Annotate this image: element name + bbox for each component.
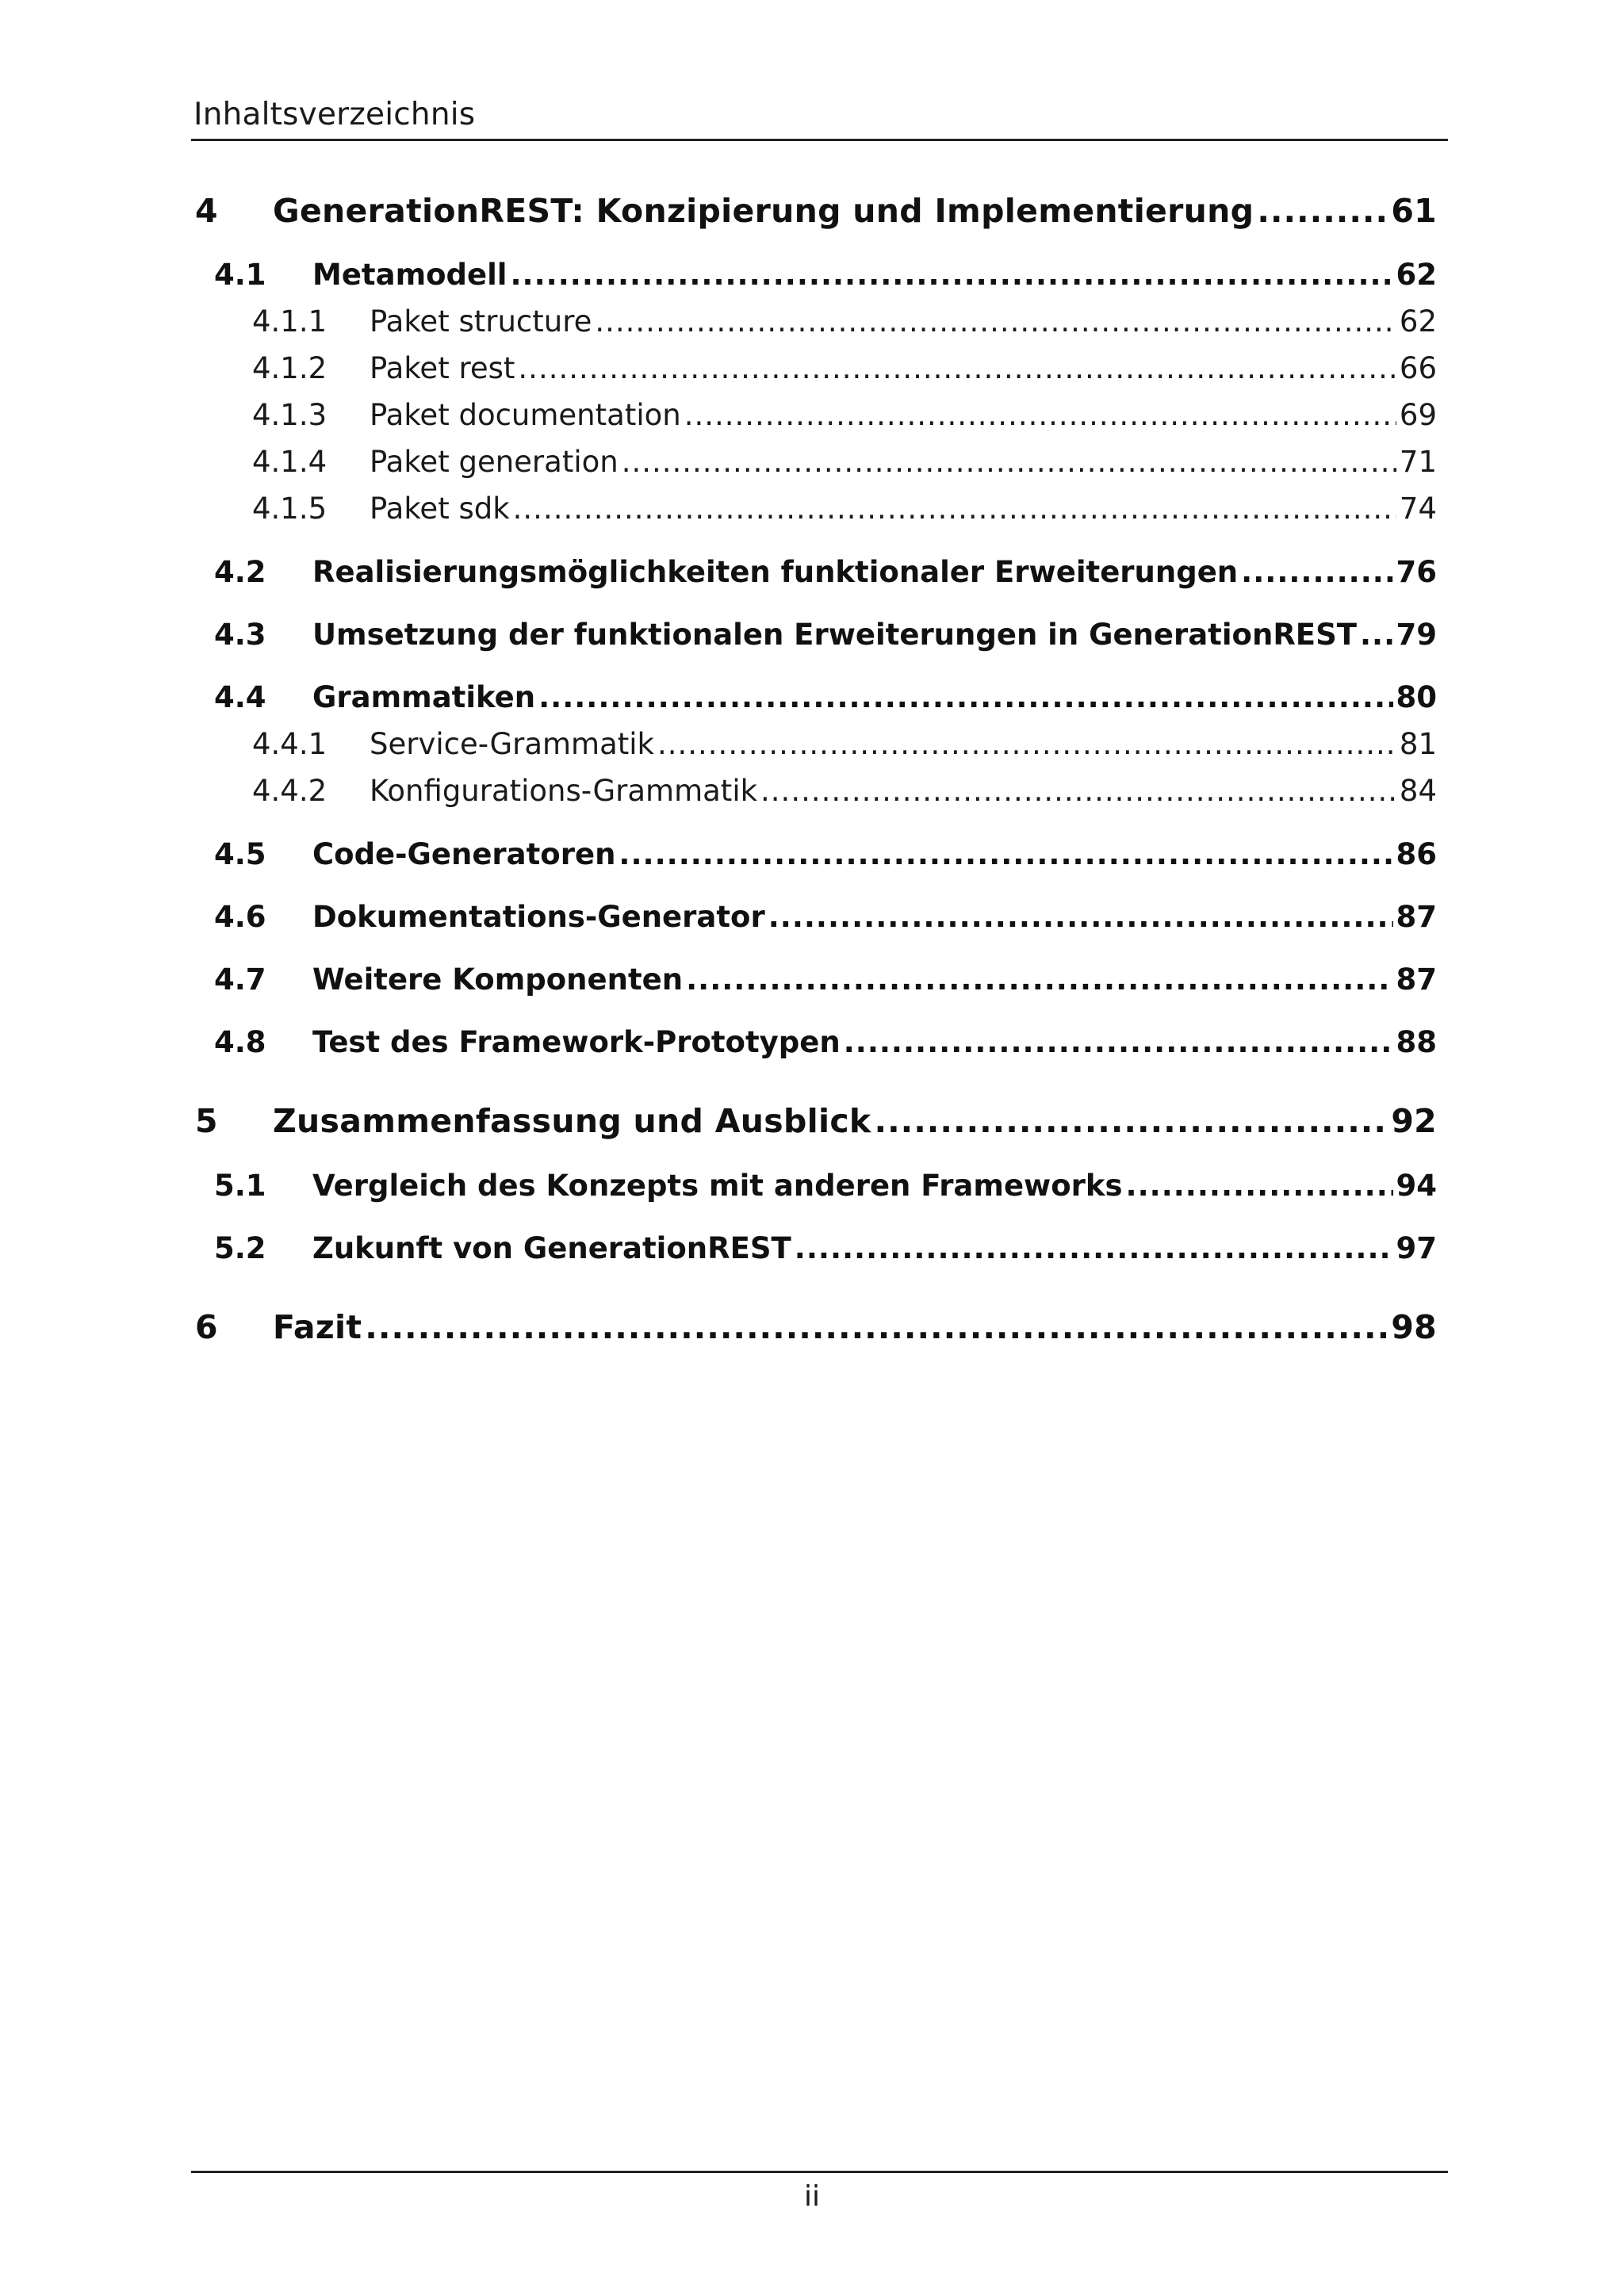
toc-entry-number: 4.4 xyxy=(214,680,266,714)
toc-entry-page: 66 xyxy=(1399,351,1437,385)
toc-entry-title: Weitere Komponenten xyxy=(312,962,684,997)
toc-entry-page: 87 xyxy=(1396,962,1437,997)
dot-leader xyxy=(622,445,1396,479)
dot-leader xyxy=(1241,555,1392,589)
toc-entry-page: 74 xyxy=(1399,492,1437,526)
toc-entry-subsection-4-1-3[interactable] xyxy=(0,398,1624,446)
toc-entry-section-4-7[interactable] xyxy=(0,962,1624,1010)
toc-entry-number: 4.7 xyxy=(214,962,266,997)
toc-entry-section-4-1[interactable] xyxy=(0,258,1624,305)
dot-leader xyxy=(538,680,1392,714)
toc-entry-subsection-4-1-2[interactable] xyxy=(0,351,1624,399)
toc-entry-page: 62 xyxy=(1399,304,1437,339)
toc-entry-subsection-4-1-5[interactable] xyxy=(0,492,1624,539)
toc-entry-number: 4.1.5 xyxy=(252,492,327,526)
toc-entry-number: 5.2 xyxy=(214,1231,266,1265)
toc-entry-number: 4.4.1 xyxy=(252,727,327,761)
toc-entry-title: Fazit xyxy=(273,1308,362,1346)
toc-entry-number: 5.1 xyxy=(214,1169,266,1203)
toc-entry-number: 4.4.2 xyxy=(252,774,327,808)
toc-entry-page: 62 xyxy=(1396,258,1437,292)
toc-entry-title: Vergleich des Konzepts mit anderen Frameworks xyxy=(312,1169,1123,1203)
toc-entry-number: 4.1.1 xyxy=(252,304,327,339)
toc-entry-chapter-6[interactable] xyxy=(0,1308,1624,1356)
dot-leader xyxy=(365,1308,1388,1346)
toc-entry-section-5-2[interactable] xyxy=(0,1231,1624,1279)
toc-entry-number: 4.6 xyxy=(214,900,266,934)
toc-entry-section-4-8[interactable] xyxy=(0,1025,1624,1073)
toc-entry-title: Zusammenfassung und Ausblick xyxy=(273,1102,871,1140)
toc-entry-number: 4.1.2 xyxy=(252,351,327,385)
header-rule xyxy=(191,139,1448,141)
toc-entry-section-4-6[interactable] xyxy=(0,900,1624,947)
toc-entry-chapter-4[interactable] xyxy=(0,192,1624,239)
toc-entry-page: 61 xyxy=(1391,192,1437,230)
dot-leader xyxy=(875,1102,1388,1140)
toc-entry-title: Konfigurations-Grammatik xyxy=(370,774,758,808)
toc-entry-number: 4 xyxy=(195,192,218,230)
toc-entry-section-4-3[interactable] xyxy=(0,618,1624,665)
toc-entry-page: 81 xyxy=(1399,727,1437,761)
toc-entry-number: 6 xyxy=(195,1308,218,1346)
dot-leader xyxy=(844,1025,1393,1059)
toc-entry-title: Paket sdk xyxy=(370,492,510,526)
toc-entry-title: Paket structure xyxy=(370,304,592,339)
dot-leader xyxy=(619,837,1392,871)
toc-entry-number: 4.1.3 xyxy=(252,398,327,432)
toc-entry-page: 88 xyxy=(1396,1025,1437,1059)
dot-leader xyxy=(657,727,1396,761)
toc-entry-title: Metamodell xyxy=(312,258,508,292)
toc-entry-section-5-1[interactable] xyxy=(0,1169,1624,1216)
toc-entry-page: 94 xyxy=(1396,1169,1437,1203)
toc-entry-subsection-4-4-1[interactable] xyxy=(0,727,1624,775)
toc-entry-page: 76 xyxy=(1396,555,1437,589)
toc-entry-title: Umsetzung der funktionalen Erweiterungen in GenerationREST xyxy=(312,618,1357,652)
toc-entry-title: Realisierungsmöglichkeiten funktionaler Erweiterungen xyxy=(312,555,1239,589)
toc-entry-title: Dokumentations-Generator xyxy=(312,900,765,934)
dot-leader xyxy=(511,258,1393,292)
toc-entry-page: 84 xyxy=(1399,774,1437,808)
toc-entry-page: 80 xyxy=(1396,680,1437,714)
toc-entry-title: Grammatiken xyxy=(312,680,536,714)
dot-leader xyxy=(595,304,1396,339)
toc-entry-section-4-5[interactable] xyxy=(0,837,1624,885)
dot-leader xyxy=(684,398,1396,432)
toc-entry-title: Paket generation xyxy=(370,445,619,479)
toc-entry-section-4-4[interactable] xyxy=(0,680,1624,728)
dot-leader xyxy=(795,1231,1393,1265)
dot-leader xyxy=(1360,618,1393,652)
toc-entry-title: Zukunft von GenerationREST xyxy=(312,1231,791,1265)
dot-leader xyxy=(760,774,1396,808)
toc-entry-title: Service-Grammatik xyxy=(370,727,654,761)
toc-entry-title: Paket rest xyxy=(370,351,515,385)
toc-entry-page: 98 xyxy=(1391,1308,1437,1346)
toc-entry-number: 4.1 xyxy=(214,258,266,292)
toc-entry-page: 71 xyxy=(1399,445,1437,479)
toc-entry-section-4-2[interactable] xyxy=(0,555,1624,603)
page-number: ii xyxy=(803,2180,820,2213)
dot-leader xyxy=(1257,192,1388,230)
running-header: Inhaltsverzeichnis xyxy=(193,97,476,132)
toc-entry-title: Paket documentation xyxy=(370,398,681,432)
toc-entry-title: GenerationREST: Konzipierung und Implementierung xyxy=(273,192,1254,230)
toc-entry-title: Code-Generatoren xyxy=(312,837,616,871)
toc-entry-subsection-4-1-4[interactable] xyxy=(0,445,1624,492)
toc-entry-number: 5 xyxy=(195,1102,218,1140)
toc-entry-number: 4.5 xyxy=(214,837,266,871)
dot-leader xyxy=(686,962,1392,997)
toc-entry-number: 4.3 xyxy=(214,618,266,652)
toc-entry-title: Test des Framework-Prototypen xyxy=(312,1025,841,1059)
toc-entry-page: 69 xyxy=(1399,398,1437,432)
toc-entry-subsection-4-1-1[interactable] xyxy=(0,304,1624,352)
toc-entry-number: 4.8 xyxy=(214,1025,266,1059)
toc-entry-subsection-4-4-2[interactable] xyxy=(0,774,1624,821)
toc-entry-page: 97 xyxy=(1396,1231,1437,1265)
dot-leader xyxy=(1126,1169,1393,1203)
toc-entry-chapter-5[interactable] xyxy=(0,1102,1624,1150)
toc-entry-number: 4.1.4 xyxy=(252,445,327,479)
toc-entry-page: 87 xyxy=(1396,900,1437,934)
toc-entry-number: 4.2 xyxy=(214,555,266,589)
dot-leader xyxy=(518,351,1396,385)
toc-entry-page: 79 xyxy=(1396,618,1437,652)
dot-leader xyxy=(513,492,1396,526)
toc-entry-page: 92 xyxy=(1391,1102,1437,1140)
footer-rule xyxy=(191,2171,1448,2173)
dot-leader xyxy=(768,900,1393,934)
toc-entry-page: 86 xyxy=(1396,837,1437,871)
